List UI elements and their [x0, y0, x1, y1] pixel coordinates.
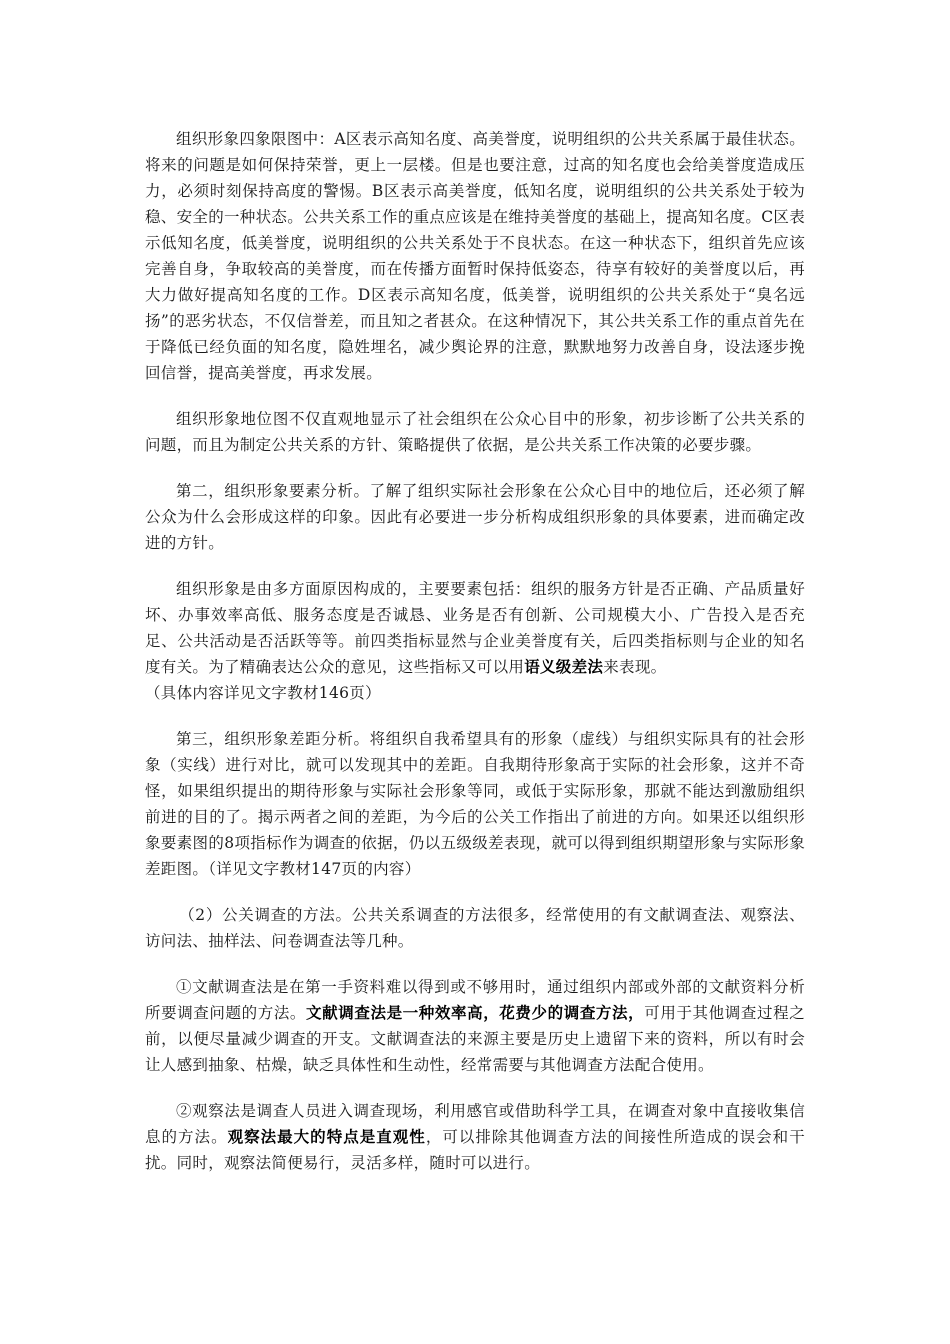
paragraph-text: 组织形象四象限图中：A区表示高知名度、高美誉度，说明组织的公共关系属于最佳状态。将来的问题是如何保持荣誉，更上一层楼。但是也要注意，过高的知名度也会给美誉度造成压力，必须时刻保持高度的警惕。B区表示高美誉度，低知名度，说明组织的公共关系处于较为稳、安全的一种状态。公共关系工作的重点应该是在维持美誉度的基础上，提高知名度。C区表示低知名度，低美誉度，说明组织的公共关系处于不良状态。在这一种状态下，组织首先应该完善自身，争取较高的美誉度，而在传播方面暂时保持低姿态，待享有较好的美誉度以后，再大力做好提高知名度的工作。D区表示高知名度，低美誉，说明组织的公共关系处于“臭名远扬”的恶劣状态，不仅信誉差，而且知之者甚众。在这种情况下，其公共关系工作的重点首先在于降低已经负面的知名度，隐姓埋名，减少舆论界的注意，默默地努力改善自身，设法逐步挽回信誉，提高美誉度，再求发展。	[145, 130, 805, 382]
paragraph-image-elements	[145, 576, 805, 706]
paragraph-text: （2）公关调查的方法。公共关系调查的方法很多，经常使用的有文献调查法、观察法、访问法、抽样法、问卷调查法等几种。	[145, 906, 805, 950]
paragraph-gap-analysis	[145, 726, 805, 882]
bold-literature-method-highlight: 文献调查法是一种效率高，花费少的调查方法，	[306, 1003, 645, 1022]
document-body	[145, 126, 805, 1196]
paragraph-literature-method	[145, 974, 805, 1078]
paragraph-quadrant-description	[145, 126, 805, 386]
paragraph-text: 第二，组织形象要素分析。了解了组织实际社会形象在公众心目中的地位后，还必须了解公众为什么会形成这样的印象。因此有必要进一步分析构成组织形象的具体要素，进而确定改进的方针。	[145, 482, 805, 552]
paragraph-survey-methods	[145, 902, 805, 954]
paragraph-observation-method	[145, 1098, 805, 1176]
paragraph-text: ，可以排除其他调查方法的间接性所造成的误会和干扰。同时，观察法简便易行，灵活多样，随时可以进行。	[145, 1128, 805, 1172]
paragraph-text: 组织形象是由多方面原因构成的，主要要素包括：组织的服务方针是否正确、产品质量好坏、办事效率高低、服务态度是否诚恳、业务是否有创新、公司规模大小、广告投入是否充足、公共活动是否活跃等等。前四类指标显然与企业美誉度有关，后四类指标则与企业的知名度有关。为了精确表达公众的意见，这些指标又可以用	[145, 580, 805, 676]
paragraph-text: ②观察法是调查人员进入调查现场，利用感官或借助科学工具，在调查对象中直接收集信息的方法。	[145, 1102, 805, 1146]
paragraph-position-map	[145, 406, 805, 458]
paragraph-text: ①文献调查法是在第一手资料难以得到或不够用时，通过组织内部或外部的文献资料分析所要调查问题的方法。	[145, 978, 805, 1022]
paragraph-text: 组织形象地位图不仅直观地显示了社会组织在公众心目中的形象，初步诊断了公共关系的问题，而且为制定公共关系的方针、策略提供了依据，是公共关系工作决策的必要步骤。	[145, 410, 805, 454]
paragraph-text: 第三，组织形象差距分析。将组织自我希望具有的形象（虚线）与组织实际具有的社会形象（实线）进行对比，就可以发现其中的差距。自我期待形象高于实际的社会形象，这并不奇怪，如果组织提出的期待形象与实际社会形象等同，或低于实际形象，那就不能达到激励组织前进的目的了。揭示两者之间的差距，为今后的公关工作指出了前进的方向。如果还以组织形象要素图的8项指标作为调查的依据，仍以五级级差表现，就可以得到组织期望形象与实际形象差距图。（详见文字教材147页的内容）	[145, 730, 805, 878]
paragraph-text: 来表现。	[603, 658, 667, 676]
textbook-reference-note: （具体内容详见文字教材146页）	[145, 684, 381, 702]
bold-term-semantic-differential: 语义级差法	[524, 657, 604, 676]
bold-observation-highlight: 观察法最大的特点是直观性	[227, 1127, 426, 1146]
paragraph-element-analysis	[145, 478, 805, 556]
paragraph-text: 可用于其他调查过程之前，以便尽量减少调查的开支。文献调查法的来源主要是历史上遗留下来的资料，所以有时会让人感到抽象、枯燥，缺乏具体性和生动性，经常需要与其他调查方法配合使用。	[145, 1004, 805, 1074]
